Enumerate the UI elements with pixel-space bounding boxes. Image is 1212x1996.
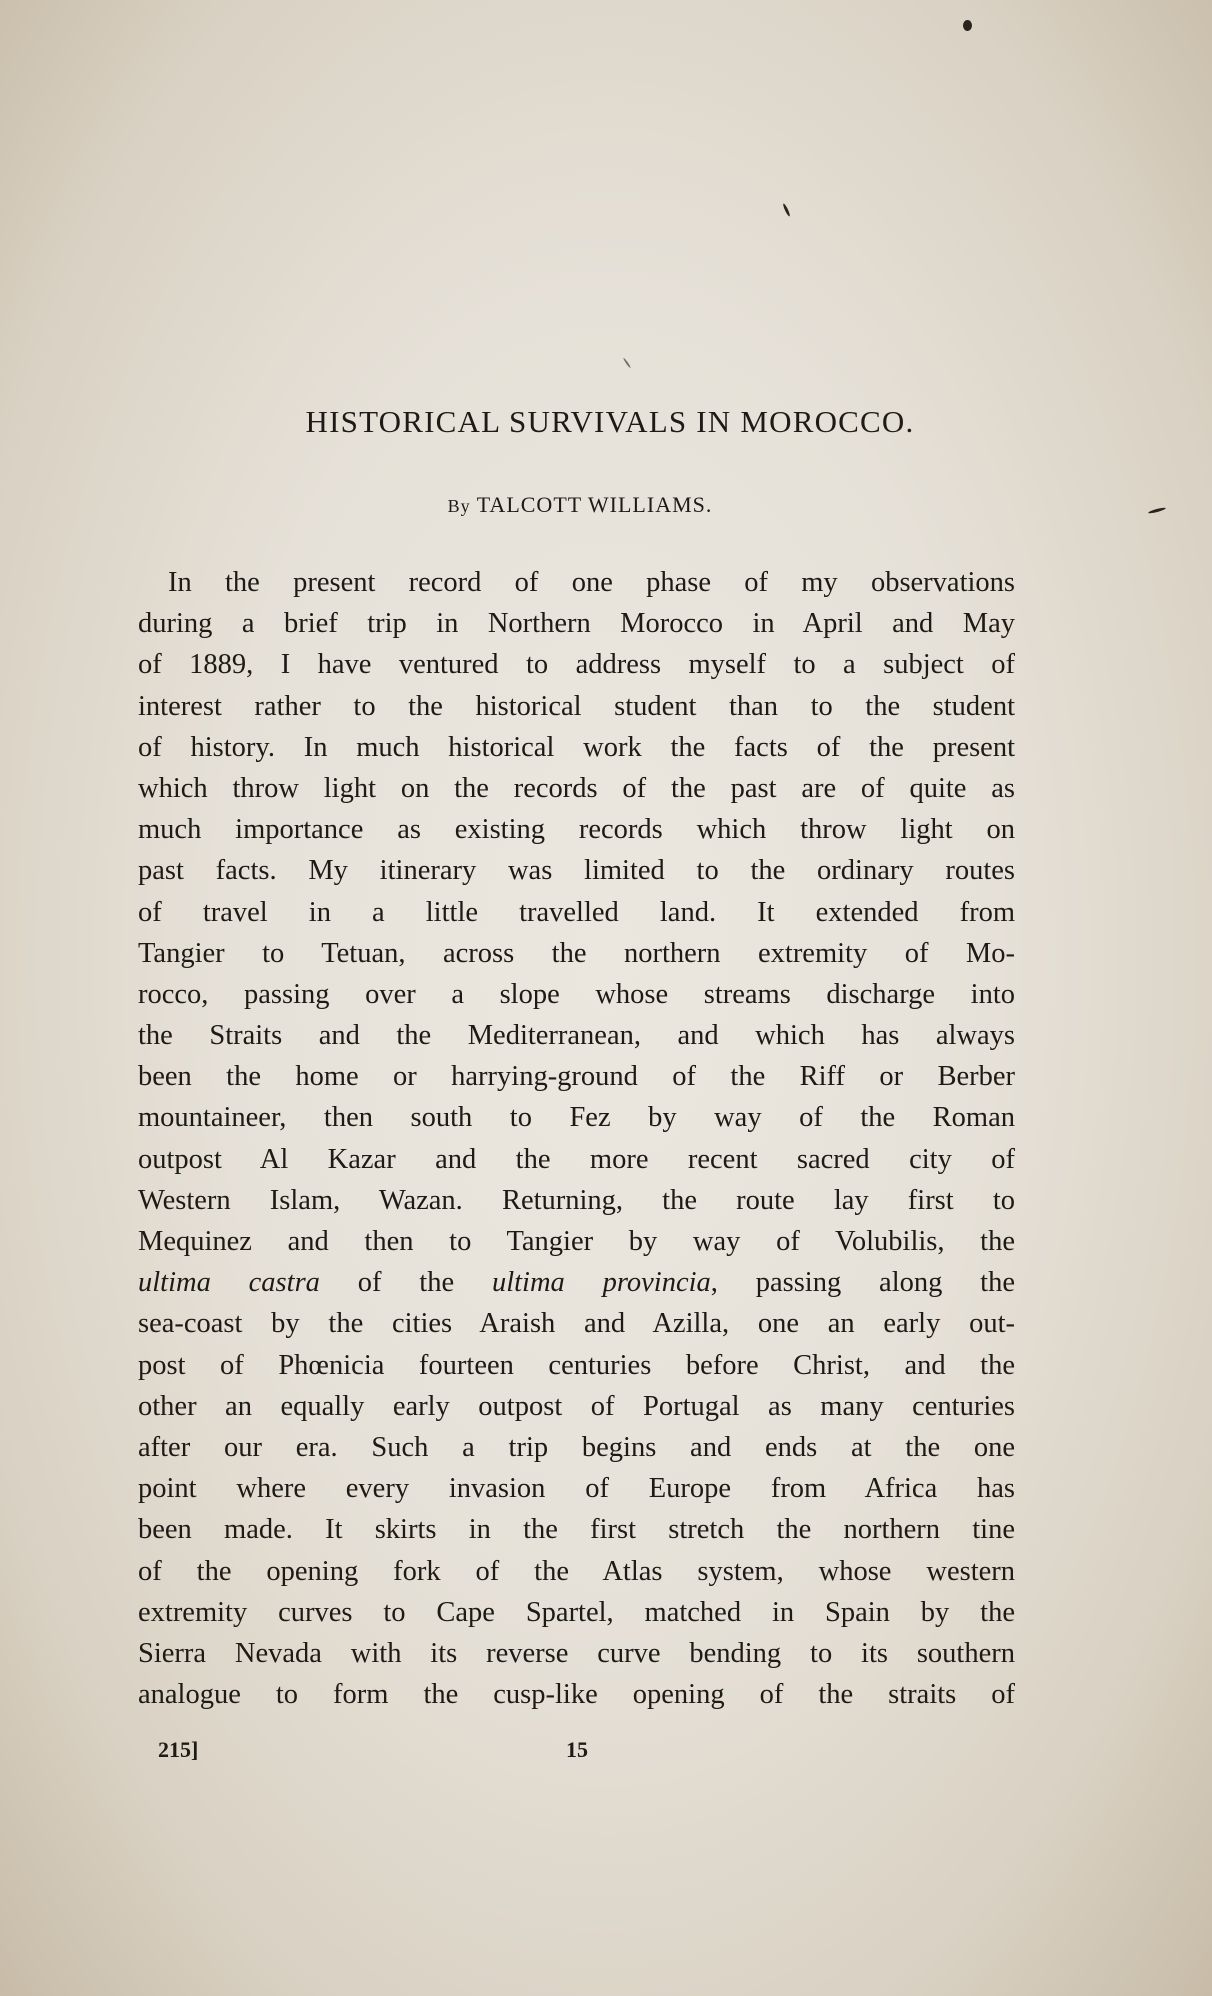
body-line: Sierra Nevada with its reverse curve bending to its southern bbox=[138, 1637, 1015, 1669]
body-line: point where every invasion of Europe from Africa has bbox=[138, 1473, 1015, 1505]
body-line: of 1889, I have ventured to address myself to a subject of bbox=[138, 649, 1015, 681]
article-title: HISTORICAL SURVIVALS IN MOROCCO. bbox=[305, 404, 915, 439]
italic-phrase: ultima provincia bbox=[491, 1267, 711, 1299]
body-line: much importance as existing records which throw light on bbox=[138, 814, 1015, 846]
body-line: analogue to form the cusp-like opening of the straits of bbox=[138, 1679, 1015, 1711]
body-line: been made. It skirts in the first stretch the northern tine bbox=[138, 1514, 1015, 1546]
roman-phrase: , passing along the bbox=[710, 1267, 1015, 1299]
body-line: after our era. Such a trip begins and ends at the one bbox=[138, 1431, 1015, 1463]
body-line: outpost Al Kazar and the more recent sacred city of bbox=[138, 1143, 1015, 1175]
body-line: Tangier to Tetuan, across the northern extremity of Mo- bbox=[138, 937, 1015, 969]
body-line: extremity curves to Cape Spartel, matched in Spain by the bbox=[138, 1596, 1015, 1628]
body-line-italic-mixed bbox=[138, 1262, 1015, 1303]
ink-speck bbox=[1148, 507, 1166, 515]
body-line: the Straits and the Mediterranean, and which has always bbox=[138, 1020, 1015, 1052]
ink-speck bbox=[963, 20, 972, 31]
body-line: rocco, passing over a slope whose streams discharge into bbox=[138, 978, 1015, 1010]
body-line: of travel in a little travelled land. It extended from bbox=[138, 896, 1015, 928]
article-body bbox=[138, 562, 1015, 1715]
body-line: mountaineer, then south to Fez by way of the Roman bbox=[138, 1102, 1015, 1134]
ink-speck bbox=[623, 358, 632, 369]
body-line: during a brief trip in Northern Morocco in April and May bbox=[138, 608, 1015, 640]
byline-prefix: By bbox=[447, 496, 471, 516]
ink-speck bbox=[782, 203, 791, 217]
page-number: 15 bbox=[566, 1737, 588, 1762]
signature-mark: 215] bbox=[158, 1737, 199, 1762]
body-line: been the home or harrying-ground of the Riff or Berber bbox=[138, 1061, 1015, 1093]
body-line: Western Islam, Wazan. Returning, the route lay first to bbox=[138, 1184, 1015, 1216]
body-line: past facts. My itinerary was limited to the ordinary routes bbox=[138, 855, 1015, 887]
body-line: interest rather to the historical student than to the student bbox=[138, 690, 1015, 722]
body-line: other an equally early outpost of Portugal as many centuries bbox=[138, 1390, 1015, 1422]
byline bbox=[140, 492, 1020, 518]
body-line: In the present record of one phase of my observations bbox=[168, 567, 1015, 598]
body-line: of the opening fork of the Atlas system, whose western bbox=[138, 1555, 1015, 1587]
body-line: which throw light on the records of the past are of quite as bbox=[138, 772, 1015, 804]
body-line: sea-coast by the cities Araish and Azilla, one an early out- bbox=[138, 1308, 1015, 1340]
roman-phrase: of the bbox=[319, 1267, 492, 1299]
author-name: TALCOTT WILLIAMS. bbox=[476, 492, 713, 517]
italic-phrase: ultima castra bbox=[138, 1267, 320, 1299]
body-line: of history. In much historical work the facts of the present bbox=[138, 731, 1015, 763]
body-line: post of Phœnicia fourteen centuries before Christ, and the bbox=[138, 1349, 1015, 1381]
body-line: Mequinez and then to Tangier by way of Volubilis, the bbox=[138, 1226, 1015, 1257]
